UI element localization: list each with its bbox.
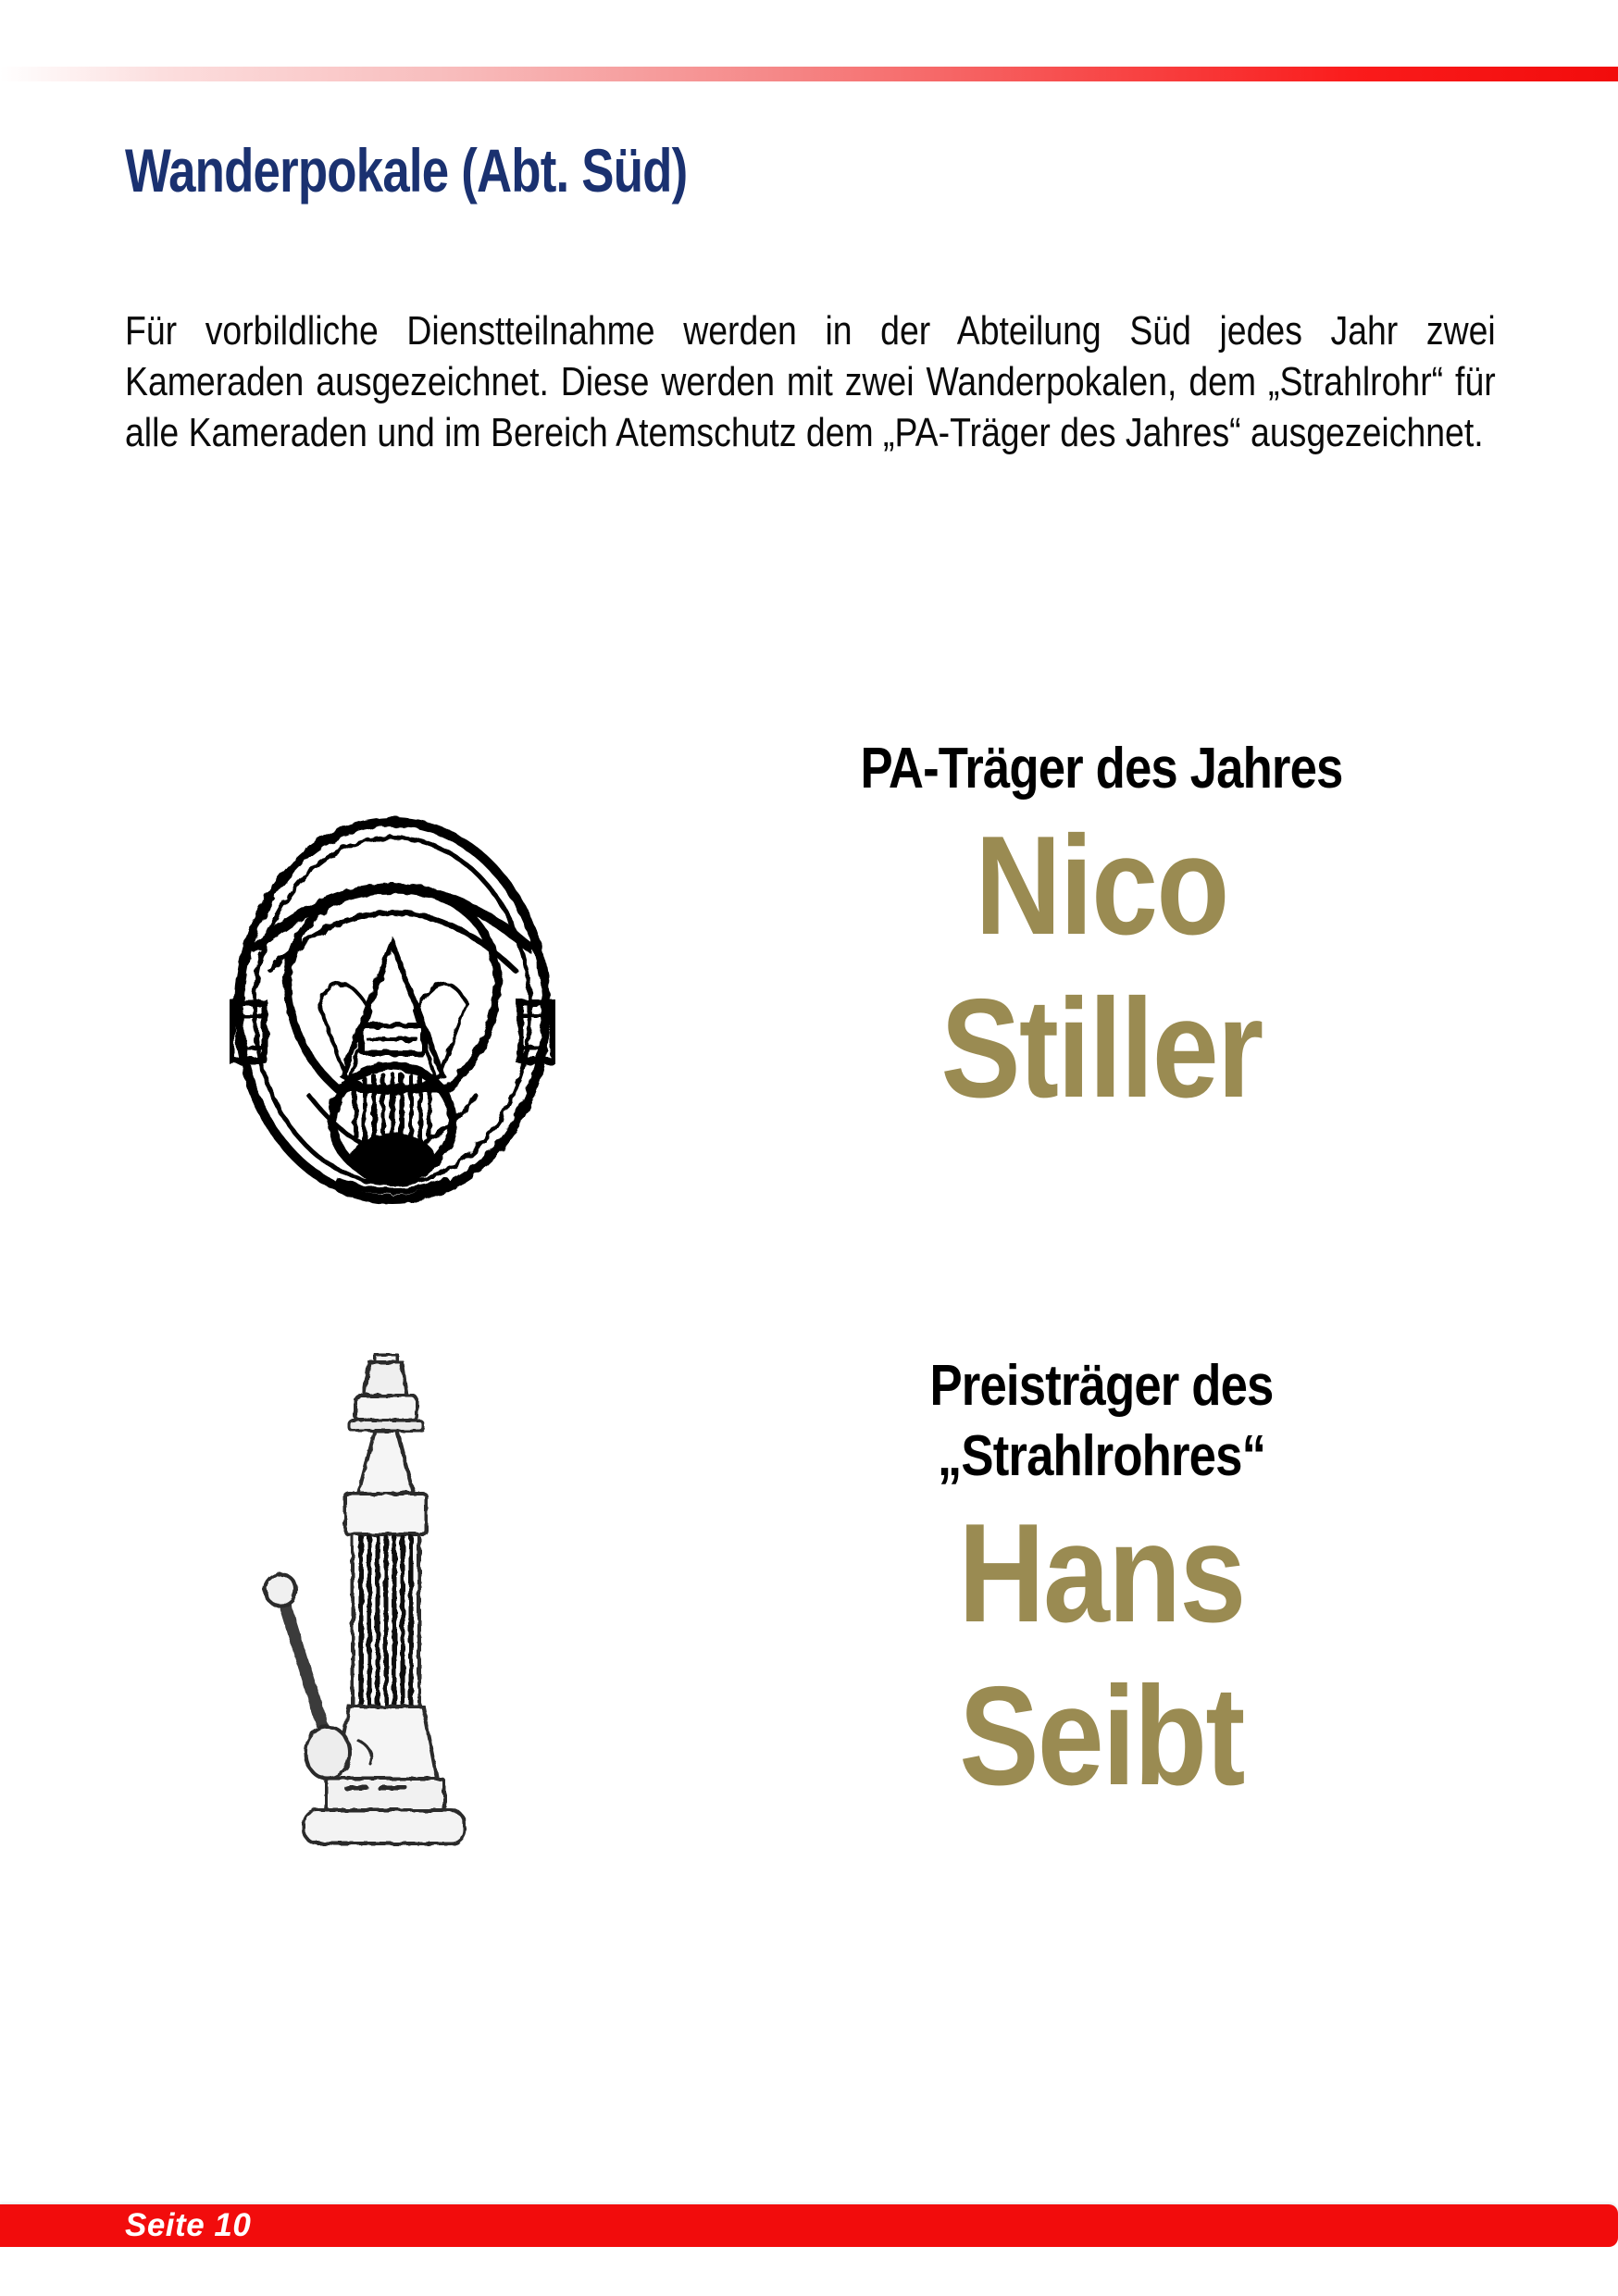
top-accent-bar — [0, 67, 1618, 81]
fire-nozzle-illustration — [257, 1353, 528, 1851]
footer-bar — [0, 2204, 1618, 2247]
winner-last-name: Stiller — [940, 970, 1263, 1127]
award-text-strahlrohr — [764, 1351, 1440, 1818]
award-text-pa-traeger — [764, 734, 1440, 1130]
intro-paragraph: Für vorbildliche Dienstteilnahme werden in der Abteilung Süd jedes Jahr zwei Kameraden ausgezeichnet. Diese werden mit zwei Wanderpokalen, dem „Strahlrohr“ für alle Kameraden und im Bereich Atemschutz dem „PA-Träger des Jahres“ ausgezeichnet. — [125, 308, 1496, 455]
award-heading-line1: Preisträger des — [929, 1354, 1274, 1418]
award-heading: PA-Träger des Jahres — [860, 737, 1343, 800]
winner-first-name: Hans — [958, 1495, 1245, 1652]
winner-first-name: Nico — [975, 807, 1228, 964]
award-heading-line2: „Strahlrohres“ — [937, 1424, 1266, 1488]
winner-last-name: Seibt — [959, 1657, 1244, 1815]
page-number: Seite 10 — [125, 2207, 252, 2243]
respirator-mask-illustration — [230, 813, 555, 1209]
page-title: Wanderpokale (Abt. Süd) — [125, 136, 688, 205]
